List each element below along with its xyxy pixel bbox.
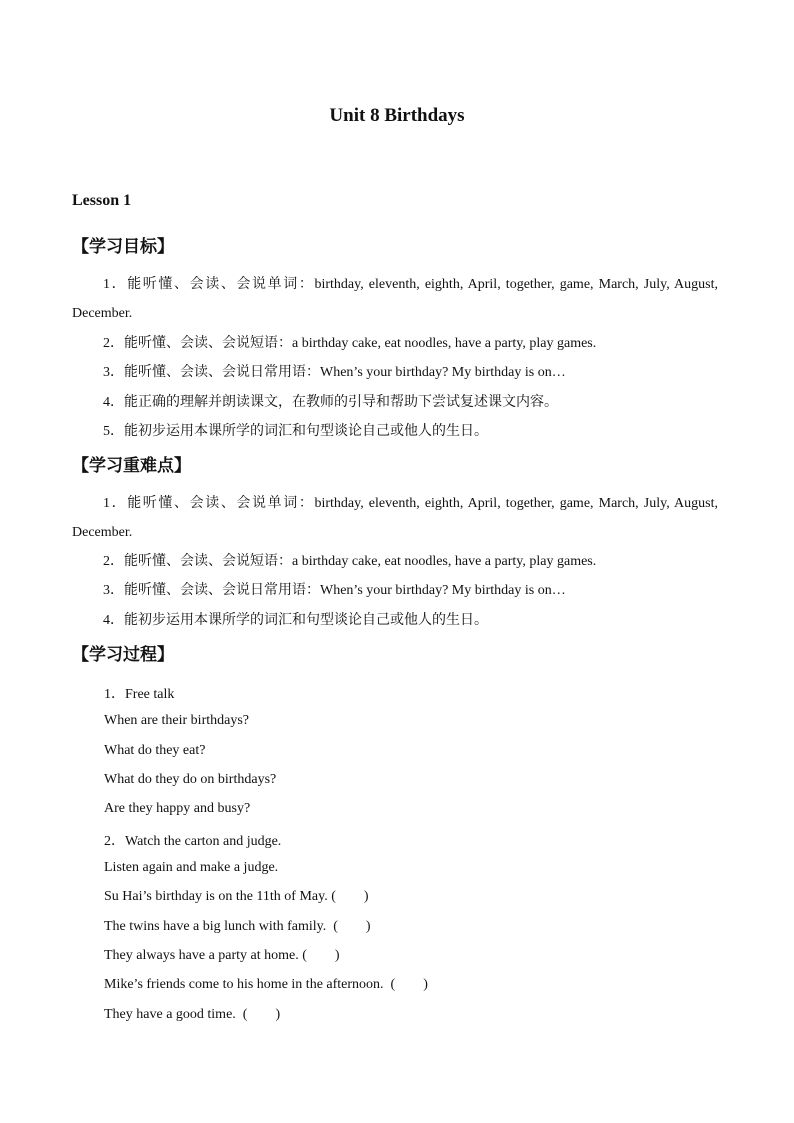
lesson-heading: Lesson 1 [72, 192, 132, 209]
key-point-item: 3．能听懂、会读、会说日常用语：When’s your birthday? My birthday is on… [103, 583, 566, 598]
process-line: What do they eat? [104, 743, 206, 758]
judge-statement: They always have a party at home. ( ) [104, 948, 340, 963]
judge-statement: They have a good time. ( ) [104, 1007, 281, 1022]
judge-statement: Mike’s friends come to his home in the afternoon. ( ) [104, 977, 428, 992]
process-line: What do they do on birthdays? [104, 772, 277, 787]
objective-item: 1．能听懂、会读、会说单词：birthday, eleventh, eighth, April, together, game, March, July, August, December. [72, 277, 718, 321]
key-point-item: 2．能听懂、会读、会说短语：a birthday cake, eat noodles, have a party, play games. [103, 554, 597, 569]
process-line: Listen again and make a judge. [104, 860, 279, 875]
process-line: 2．Watch the carton and judge. [104, 834, 282, 849]
key-point-item: 1．能听懂、会读、会说单词：birthday, eleventh, eighth, April, together, game, March, July, August, December. [72, 496, 718, 540]
objective-item: 4．能正确的理解并朗读课文，在教师的引导和帮助下尝试复述课文内容。 [103, 395, 558, 410]
process-line: Are they happy and busy? [104, 801, 251, 816]
key-points-heading: 【学习重难点】 [72, 456, 191, 476]
document-title: Unit 8 Birthdays [329, 105, 465, 126]
objective-item: 3．能听懂、会读、会说日常用语：When’s your birthday? My birthday is on… [103, 365, 566, 380]
objective-item: 2．能听懂、会读、会说短语：a birthday cake, eat noodles, have a party, play games. [103, 336, 597, 351]
objective-item: 5．能初步运用本课所学的词汇和句型谈论自己或他人的生日。 [103, 424, 488, 439]
process-line: When are their birthdays? [104, 713, 249, 728]
judge-statement: The twins have a big lunch with family. ( ) [104, 919, 371, 934]
process-line: 1．Free talk [104, 687, 175, 702]
key-point-item: 4．能初步运用本课所学的词汇和句型谈论自己或他人的生日。 [103, 613, 488, 628]
process-heading: 【学习过程】 [72, 645, 174, 665]
judge-statement: Su Hai’s birthday is on the 11th of May. ( ) [104, 889, 369, 904]
objectives-heading: 【学习目标】 [72, 237, 174, 257]
